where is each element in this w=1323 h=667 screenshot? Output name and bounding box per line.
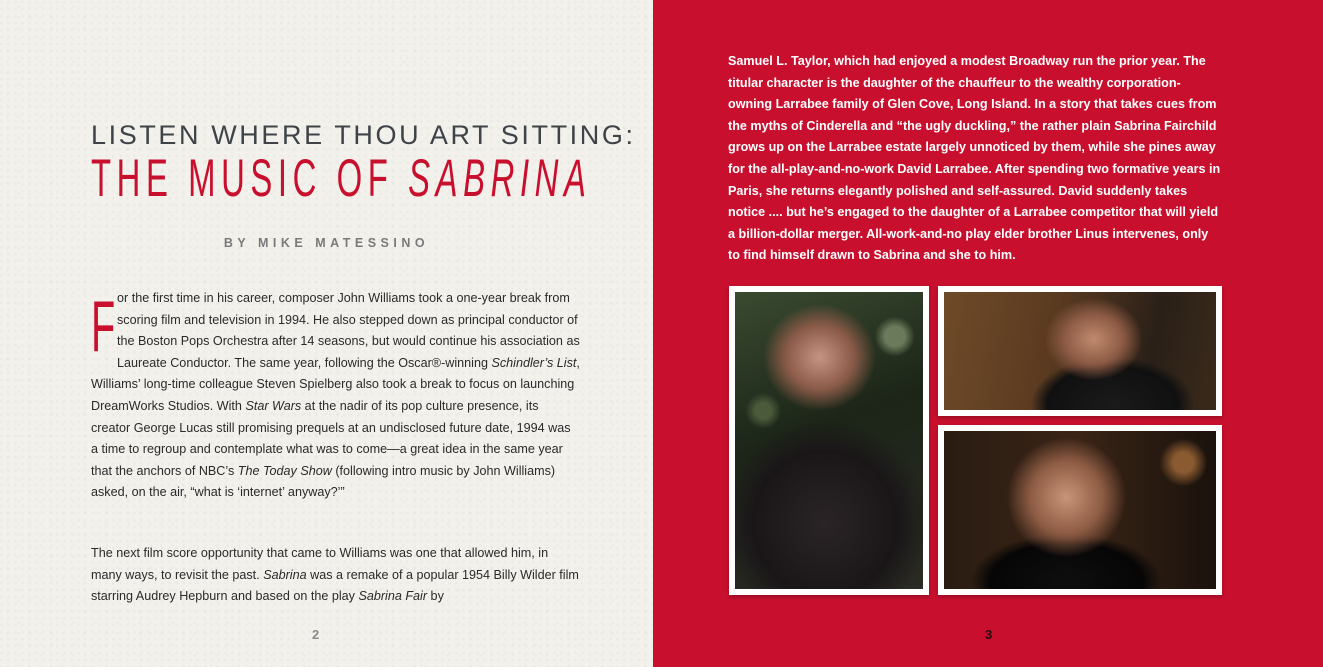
left_page.p1-run: (following intro music by John Williams) asked, on the air, “what is ‘internet’ anyway?’” <box>91 463 556 500</box>
photo-image <box>944 431 1216 589</box>
photo-image <box>944 292 1216 410</box>
title-line-2 <box>91 149 592 208</box>
left_page.p2-run: Sabrina Fair <box>358 589 428 604</box>
left-page <box>0 0 653 667</box>
left_page.p1-run: Star Wars <box>245 398 302 413</box>
paragraph-2 <box>91 543 581 608</box>
title-line-2-italic: SABRINA <box>408 149 592 208</box>
left_page.p1-run: The Today Show <box>237 463 332 478</box>
paragraph-1 <box>91 288 581 504</box>
title-line-1: LISTEN WHERE THOU ART SITTING: <box>91 120 636 150</box>
drop-cap: F <box>91 287 116 367</box>
page-number-left: 2 <box>312 627 320 642</box>
photo-linus-glasses <box>938 425 1222 595</box>
right-page <box>653 0 1323 667</box>
left_page.p1-run: Schindler’s List <box>491 355 577 370</box>
title-line-2-prefix: THE MUSIC OF <box>91 149 409 208</box>
photo-image <box>735 292 923 589</box>
paragraph-1-text <box>91 287 580 500</box>
left_page.p1-run: or the first time in his career, composer John Williams took a one-year break from scoring film and television in 1994. He also stepped down as principal conductor of the Boston Pops Orchestra after 14 seasons, but would continue his association as Laureate Conductor. The same year, following the Oscar®-winning <box>117 291 580 370</box>
left_page.p2-run: The next film score opportunity that came to Williams was one that allowed him, in many ways, to revisit the past. <box>91 546 549 582</box>
left_page.p2-run: was a remake of a popular 1954 Billy Wilder film starring Audrey Hepburn and based on the play <box>91 567 579 604</box>
paragraph-2-text <box>91 546 579 603</box>
photo-david-smiling <box>938 286 1222 416</box>
left_page.p1-run: , Williams’ long-time colleague Steven Spielberg also took a break to focus on launching DreamWorks Studios. With <box>91 355 580 413</box>
left_page.p2-run: by <box>427 589 444 604</box>
byline: BY MIKE MATESSINO <box>223 236 430 250</box>
left_page.p1-run: at the nadir of its pop culture presence, its creator George Lucas still promising prequels at an undisclosed future date, 1994 was a time to regroup and contemplate what was to come—a great idea in the same year that the anchors of NBC’s <box>91 398 571 478</box>
left_page.p2-run: Sabrina <box>263 567 307 582</box>
page-number-right: 3 <box>985 627 993 642</box>
photo-sabrina-portrait <box>729 286 929 595</box>
right-page-text: Samuel L. Taylor, which had enjoyed a modest Broadway run the prior year. The titular character is the daughter of the chauffeur to the wealthy corporation-owning Larrabee family of Glen Cove, Long Island. In a story that takes cues from the myths of Cinderella and “the ugly duckling,” the rather plain Sabrina Fairchild grows up on the Larrabee estate largely unnoticed by them, while she pines away for the all-play-and-no-work David Larrabee. After spending two formative years in Paris, she returns elegantly polished and self-assured. David suddenly takes notice .... but he’s engaged to the daughter of a Larrabee competitor that will yield a billion-dollar merger. All-work-and-no play elder brother Linus intervenes, only to find himself drawn to Sabrina and she to him. <box>728 54 1221 263</box>
